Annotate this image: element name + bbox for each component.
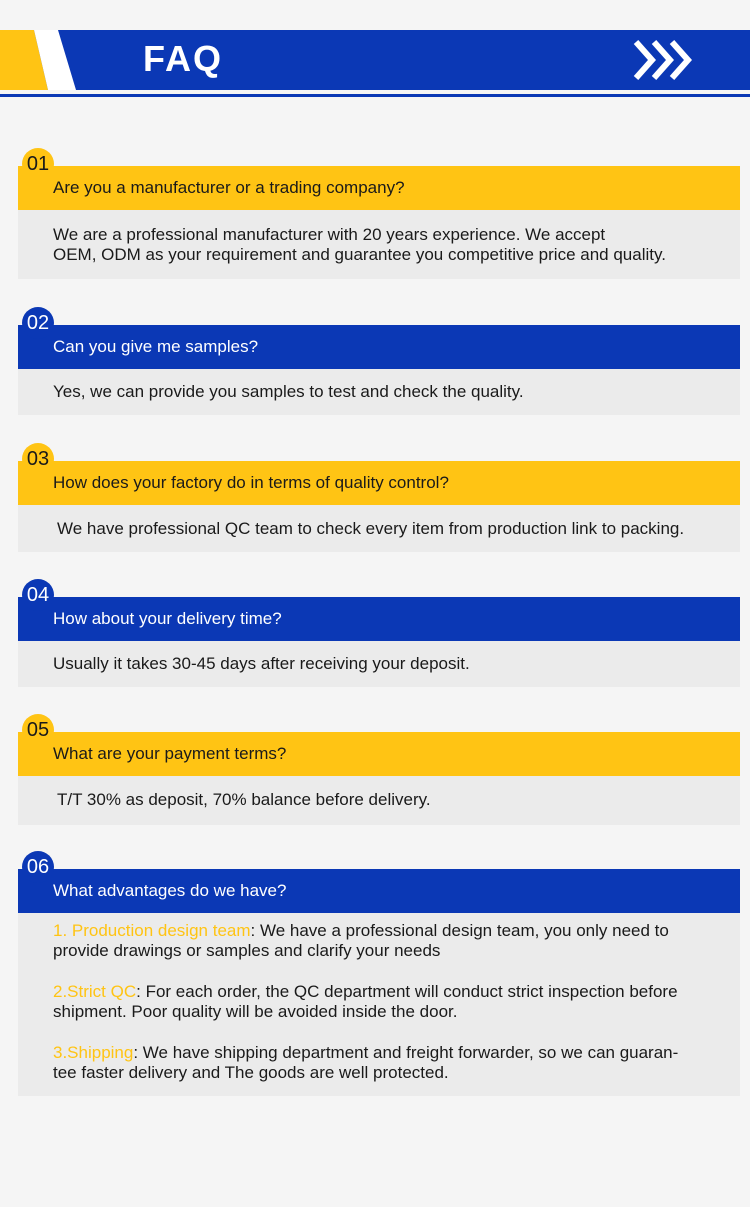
advantage-item xyxy=(53,921,730,961)
advantage-title: 1. Production design team xyxy=(53,921,251,940)
faq-question: Can you give me samples? xyxy=(18,325,740,369)
faq-item-02 xyxy=(18,307,740,415)
faq-item-03 xyxy=(18,443,740,552)
faq-answer-line: We are a professional manufacturer with 20 years experience. We accept xyxy=(53,225,606,244)
advantage-title: 3.Shipping xyxy=(53,1043,134,1062)
faq-number-badge: 02 xyxy=(22,307,54,339)
faq-answer-line: Yes, we can provide you samples to test and check the quality. xyxy=(53,382,524,401)
faq-item-05 xyxy=(18,714,740,825)
faq-item-04 xyxy=(18,579,740,687)
faq-number-badge: 05 xyxy=(22,714,54,746)
faq-question: How about your delivery time? xyxy=(18,597,740,641)
advantage-text: shipment. Poor quality will be avoided inside the door. xyxy=(53,1002,458,1021)
chevrons-right-icon xyxy=(630,38,702,82)
advantage-item xyxy=(53,1043,730,1083)
header-underline xyxy=(0,94,750,97)
faq-item-01 xyxy=(18,148,740,279)
faq-number-badge: 06 xyxy=(22,851,54,883)
advantage-text: : For each order, the QC department will conduct strict inspection before xyxy=(136,982,678,1001)
advantage-item xyxy=(53,982,730,1022)
page-title: FAQ xyxy=(143,38,224,79)
faq-answer xyxy=(18,210,740,279)
advantage-text: provide drawings or samples and clarify your needs xyxy=(53,941,441,960)
faq-answer xyxy=(18,505,740,552)
advantage-text: : We have a professional design team, you only need to xyxy=(250,921,669,940)
faq-answer xyxy=(18,913,740,1096)
faq-answer-line: OEM, ODM as your requirement and guarantee you competitive price and quality. xyxy=(53,245,666,264)
faq-number-badge: 03 xyxy=(22,443,54,475)
faq-answer xyxy=(18,641,740,687)
faq-question: What are your payment terms? xyxy=(18,732,740,776)
faq-answer xyxy=(18,776,740,825)
faq-item-06 xyxy=(18,851,740,1096)
faq-answer-line: Usually it takes 30-45 days after receiving your deposit. xyxy=(53,654,470,673)
faq-number-badge: 04 xyxy=(22,579,54,611)
faq-number-badge: 01 xyxy=(22,148,54,180)
faq-question: How does your factory do in terms of quality control? xyxy=(18,461,740,505)
faq-answer-line: We have professional QC team to check every item from production link to packing. xyxy=(57,519,685,538)
faq-question: What advantages do we have? xyxy=(18,869,740,913)
advantage-text: : We have shipping department and freight forwarder, so we can guaran- xyxy=(133,1043,679,1062)
faq-header-banner xyxy=(0,30,750,90)
advantage-title: 2.Strict QC xyxy=(53,982,137,1001)
advantage-text: tee faster delivery and The goods are well protected. xyxy=(53,1063,449,1082)
faq-question: Are you a manufacturer or a trading company? xyxy=(18,166,740,210)
faq-answer xyxy=(18,369,740,415)
header-stripe-decoration xyxy=(0,30,90,90)
faq-answer-line: T/T 30% as deposit, 70% balance before delivery. xyxy=(57,790,431,809)
